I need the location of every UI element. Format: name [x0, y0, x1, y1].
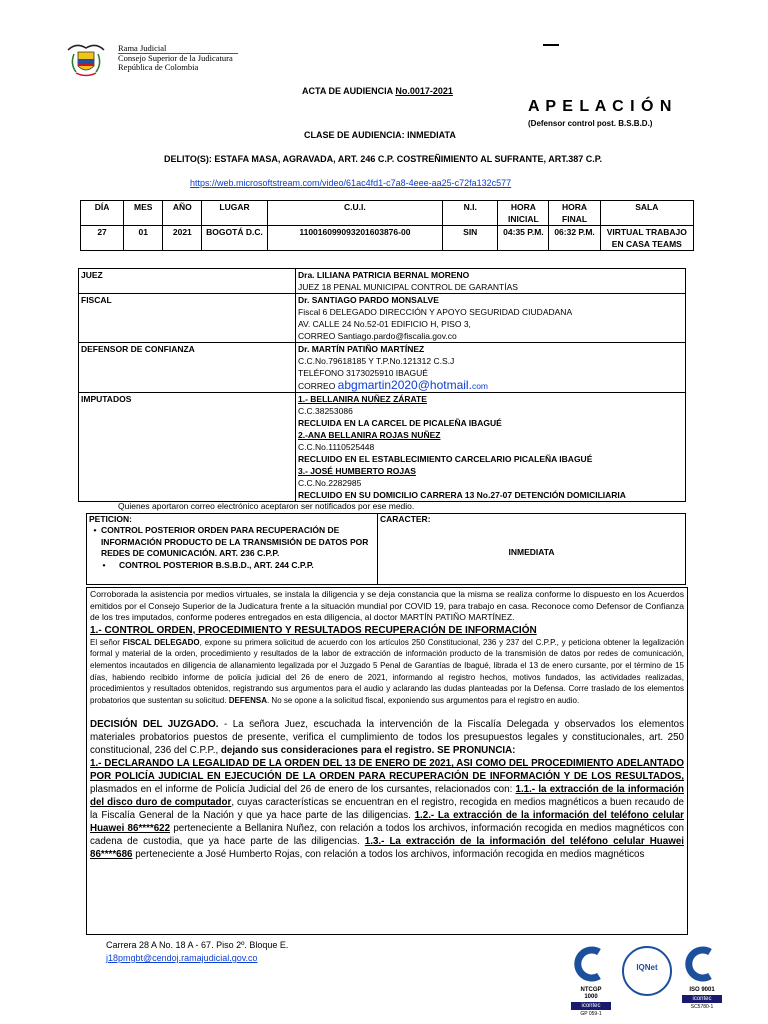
peticion-item: • CONTROL POSTERIOR B.S.B.D., ART. 244 C.P.P.	[89, 560, 375, 571]
col-hora-final: HORA FINAL	[549, 201, 600, 226]
header-dash	[543, 44, 559, 46]
intro-paragraph: Corroborada la asistencia por medios virtuales, se instala la diligencia y se deja constancia que la misma se realiza conforme lo dispuesto en los Acuerdos emitidos por el Consejo Superior de la Judicatura frente a la situación mundial por COVID 19, para trabajo en casa. Reconoce como Defensor de Confianza de los tres imputados, conforme poderes entregados en esta diligencia, al doctor MARTÍN PATIÑO MARTÍNEZ.	[90, 589, 684, 623]
peticion-row	[87, 514, 686, 585]
juez-cell	[296, 269, 686, 294]
iso-label: ISO 9001	[689, 987, 715, 993]
defensor-line: TELÉFONO 3173025910 IBAGUÉ	[298, 368, 428, 378]
cell-lugar: BOGOTÁ D.C.	[202, 226, 267, 251]
acta-number: No.0017-2021	[395, 86, 453, 96]
icontec-label: icontec	[571, 1002, 611, 1010]
hearing-table	[80, 200, 694, 251]
col-ni: N.I.	[443, 201, 498, 226]
cell-hora-inicial: 04:35 P.M.	[498, 226, 549, 251]
juez-role: JUEZ 18 PENAL MUNICIPAL CONTROL DE GARANTÍAS	[298, 282, 518, 292]
imputado-name: 1.- BELLANIRA NUÑEZ ZÁRATE	[298, 394, 427, 404]
section1-title: 1.- CONTROL ORDEN, PROCEDIMIENTO Y RESULTADOS RECUPERACIÓN DE INFORMACIÓN	[90, 624, 537, 636]
imputado-location: RECLUIDO EN EL ESTABLECIMIENTO CARCELARIO PICALEÑA IBAGUÉ	[298, 454, 593, 464]
caracter-value: INMEDIATA	[508, 547, 555, 558]
defensor-label: DEFENSOR DE CONFIANZA	[79, 343, 296, 393]
imputado-cc: C.C.38253086	[298, 406, 353, 416]
footer-address: Carrera 28 A No. 18 A - 67. Piso 2º. Bloque E.	[106, 940, 289, 950]
ntcgp-label: NTCGP	[580, 987, 602, 993]
juez-row	[79, 269, 686, 294]
imputados-cell	[296, 393, 686, 502]
ntcgp-number: 1000	[584, 994, 598, 1000]
defensor-email-tail[interactable]: com	[471, 381, 488, 391]
cell-mes: 01	[124, 226, 163, 251]
caracter-cell	[378, 514, 686, 585]
col-mes: MES	[124, 201, 163, 226]
col-cui: C.U.I.	[267, 201, 443, 226]
delitos: DELITO(S): ESTAFA MASA, AGRAVADA, ART. 246 C.P. COSTREÑIMIENTO AL SUFRANTE, ART.387 C.P.	[164, 154, 603, 164]
cell-sala: VIRTUAL TRABAJO EN CASA TEAMS	[600, 226, 693, 251]
defensor-line: C.C.No.79618185 Y T.P.No.121312 C.S.J	[298, 356, 455, 366]
cell-hora-final: 06:32 P.M.	[549, 226, 600, 251]
fiscal-label: FISCAL	[79, 294, 296, 343]
fiscal-name: Dr. SANTIAGO PARDO MONSALVE	[298, 295, 439, 305]
peticion-table	[86, 513, 686, 585]
icontec-label: icontec	[682, 995, 722, 1003]
defensor-note: (Defensor control post. B.S.B.D.)	[528, 119, 653, 128]
cert-code: SC5780-1	[690, 1004, 714, 1010]
imputado-name: 2.-ANA BELLANIRA ROJAS NUÑEZ	[298, 430, 441, 440]
peticion-label: PETICION:	[89, 514, 132, 524]
hearing-data-row	[81, 226, 694, 251]
notification-note: Quienes aportaron correo electrónico aceptaron ser notificados por ese medio.	[118, 501, 415, 511]
col-ano: AÑO	[163, 201, 202, 226]
col-hora-inicial: HORA INICIAL	[498, 201, 549, 226]
imputados-label: IMPUTADOS	[79, 393, 296, 502]
header-divider	[118, 53, 238, 54]
hearing-header-row	[81, 201, 694, 226]
peticion-cell	[87, 514, 378, 585]
iso-badge	[678, 946, 726, 1016]
fiscal-cell	[296, 294, 686, 343]
parties-table	[78, 268, 686, 502]
cell-ano: 2021	[163, 226, 202, 251]
defensor-name: Dr. MARTÍN PATIÑO MARTÍNEZ	[298, 344, 425, 354]
bullet-icon: •	[102, 559, 106, 570]
defensor-cell	[296, 343, 686, 393]
imputado-cc: C.C.No.2282985	[298, 478, 362, 488]
imputado-name: 3.- JOSÉ HUMBERTO ROJAS	[298, 466, 416, 476]
institution-block	[118, 44, 233, 73]
apelacion-title: A P E L A C I Ó N	[528, 98, 673, 115]
col-dia: DÍA	[81, 201, 124, 226]
section1-paragraph: El señor FISCAL DELEGADO, expone su primera solicitud de acuerdo con los artículos 250 Constitucional, 236 y 237 del C.P.P., y peticiona obtener la legalización formal y material de la orden, procedimiento y resultados de la labor de extracción de información producto de la transmisión de datos por redes de comunicación, elementos incautados en diligencia de allanamiento legalizada por el Juzgado 5 Penal de Garantías de Ibagué, librada el 13 de enero cursante, por el término de 15 días, habiendo recibido informe de policía judicial del 26 de enero de 2021, informando al registro hechos, motivos fundados, las actividades realizadas, procedimientos y resultados obtenidos, registrando sus argumentos para el audio y aclarando las dudas planteadas por la Defensa. Corre traslado de los elementos probatorios que sustentan su solicitud. DEFENSA. No se opone a la solicitud fiscal, exponiendo sus argumentos para el registro en audio.	[90, 637, 684, 705]
defensor-row	[79, 343, 686, 393]
bullet-icon: •	[93, 525, 97, 536]
col-sala: SALA	[600, 201, 693, 226]
imputado-location: RECLUIDA EN LA CARCEL DE PICALEÑA IBAGUÉ	[298, 418, 502, 428]
institution-line: Rama Judicial	[118, 43, 167, 53]
stream-link[interactable]: https://web.microsoftstream.com/video/61ac4fd1-c7a8-4eee-aa25-c72fa132c577	[190, 178, 512, 188]
imputado-location: RECLUIDO EN SU DOMICILIO CARRERA 13 No.27-07 DETENCIÓN DOMICILIARIA	[298, 490, 626, 500]
institution-line: República de Colombia	[118, 62, 199, 72]
resolution-paragraph: 1.- DECLARANDO LA LEGALIDAD DE LA ORDEN DEL 13 DE ENERO DE 2021, ASI COMO DEL PROCEDIMIENTO ADELANTADO POR POLICÍA JUDICIAL EN EJECUCIÓN DE LA ORDEN PARA RECUPERACIÓN DE INFORMACIÓN Y DE LOS RESULTADOS, plasmados en el informe de Policía Judicial del 26 de enero de los cursantes, relacionados con: 1.1.- la extracción de la información del disco duro de computador, cuyas características se encuentran en el registro, recogida en medios magnéticos a buen recaudo de la Fiscalía General de la Nación y que ya hace parte de las diligencias. 1.2.- La extracción de la información del teléfono celular Huawei 86****622 perteneciente a Bellanira Nuñez, con relación a todos los archivos, información recogida en medios magnéticos con cadena de custodia, que ya hace parte de las diligencias. 1.3.- La extracción de la información del teléfono celular Huawei 86****686 perteneciente a José Humberto Rojas, con relación a todos los archivos, información recogida en medios magnéticos	[90, 758, 685, 861]
defensor-correo: CORREO abgmartin2020@hotmail.com	[298, 378, 488, 392]
juez-name: Dra. LILIANA PATRICIA BERNAL MORENO	[298, 270, 470, 280]
peticion-item: • CONTROL POSTERIOR ORDEN PARA RECUPERACIÓN DE INFORMACIÓN PRODUCTO DE LA TRANSMISIÓN DE DATOS POR REDES DE COMUNICACIÓN. ART. 236 C.P.P.	[89, 525, 375, 559]
iqnet-badge	[622, 946, 672, 996]
cell-dia: 27	[81, 226, 124, 251]
fiscal-line: CORREO Santiago.pardo@fiscalia.gov.co	[298, 331, 457, 341]
cell-cui: 110016099093201603876-00	[267, 226, 443, 251]
imputado-cc: C.C.No.1110525448	[298, 442, 375, 452]
fiscal-line: Fiscal 6 DELEGADO DIRECCIÓN Y APOYO SEGURIDAD CIUDADANA	[298, 307, 573, 317]
cert-code: GP 059-1	[580, 1011, 602, 1017]
iqnet-label: IQNet	[636, 963, 658, 972]
cell-ni: SIN	[443, 226, 498, 251]
clase-audiencia: CLASE DE AUDIENCIA: INMEDIATA	[304, 130, 456, 140]
decision-paragraph: DECISIÓN DEL JUZGADO. - La señora Juez, escuchada la intervención de la Fiscalía Delegada y observados los elementos materiales probatorios puestos de presente, verifica el cumplimiento de todos los presupuestos legales y constitucionales, art. 250 constitucional, 236 del C.P.P., dejando sus consideraciones para el registro. SE PRONUNCIA:	[90, 719, 685, 757]
ntcgp-badge	[567, 946, 615, 1016]
juez-label: JUEZ	[79, 269, 296, 294]
imputados-row	[79, 393, 686, 502]
fiscal-line: AV. CALLE 24 No.52-01 EDIFICIO H, PISO 3,	[298, 319, 471, 329]
acta-title: ACTA DE AUDIENCIA No.0017-2021	[302, 86, 453, 96]
footer-email[interactable]: j18pmgbt@cendoj.ramajudicial.gov.co	[106, 953, 258, 963]
col-lugar: LUGAR	[202, 201, 267, 226]
fiscal-row	[79, 294, 686, 343]
colombia-coat-of-arms-logo	[64, 40, 108, 80]
defensor-email[interactable]: abgmartin2020@hotmail.	[337, 378, 472, 392]
institution-line: Consejo Superior de la Judicatura	[118, 52, 233, 63]
caracter-label: CARACTER:	[380, 514, 431, 524]
certification-logo-icon	[571, 946, 611, 982]
body-box	[86, 587, 688, 935]
certification-logo-icon	[682, 946, 722, 982]
